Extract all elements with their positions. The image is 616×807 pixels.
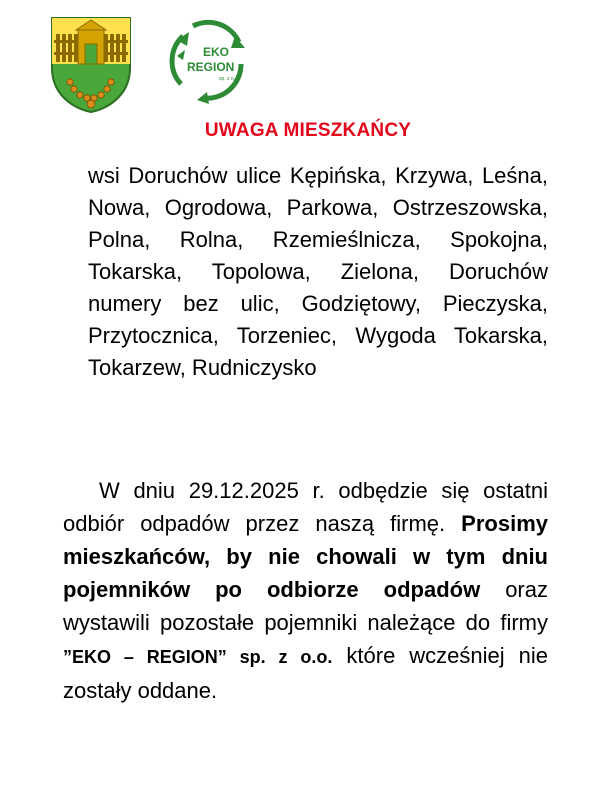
page-title: UWAGA MIESZKAŃCY xyxy=(204,120,412,141)
company-name: ”EKO – REGION” sp. z o.o. xyxy=(63,647,333,667)
notice-text-1: W dniu 29.12.2025 r. odbędzie się ostatni odbiór odpadów przez naszą firmę. xyxy=(63,478,548,536)
eko-text: EKO xyxy=(203,45,230,59)
coat-of-arms-icon xyxy=(50,16,132,114)
spzoo-text: sp. z o.o. xyxy=(219,76,240,82)
notice-text-3: które wcześniej nie zostały oddane. xyxy=(63,643,548,703)
notice-bold-request: Prosimy mieszkańców, by nie chowali w tym dniu pojemników po odbiorze odpadów xyxy=(63,511,548,602)
streets-list: wsi Doruchów ulice Kępińska, Krzywa, Leśna, Nowa, Ogrodowa, Parkowa, Ostrzeszowska, Polna, Rolna, Rzemieślnicza, Spokojna, Tokarska, Topolowa, Zielona, Doruchów numery bez ulic, Godziętowy, Pieczyska, Przytocznica, Torzeniec, Wygoda Tokarska, Tokarzew, Rudniczysko xyxy=(88,163,548,380)
notice-text-2: oraz wystawili pozostałe pojemniki należące do firmy xyxy=(63,577,548,635)
eko-region-logo xyxy=(163,14,255,106)
region-text: REGION xyxy=(187,60,235,74)
notice-paragraph xyxy=(63,474,548,707)
